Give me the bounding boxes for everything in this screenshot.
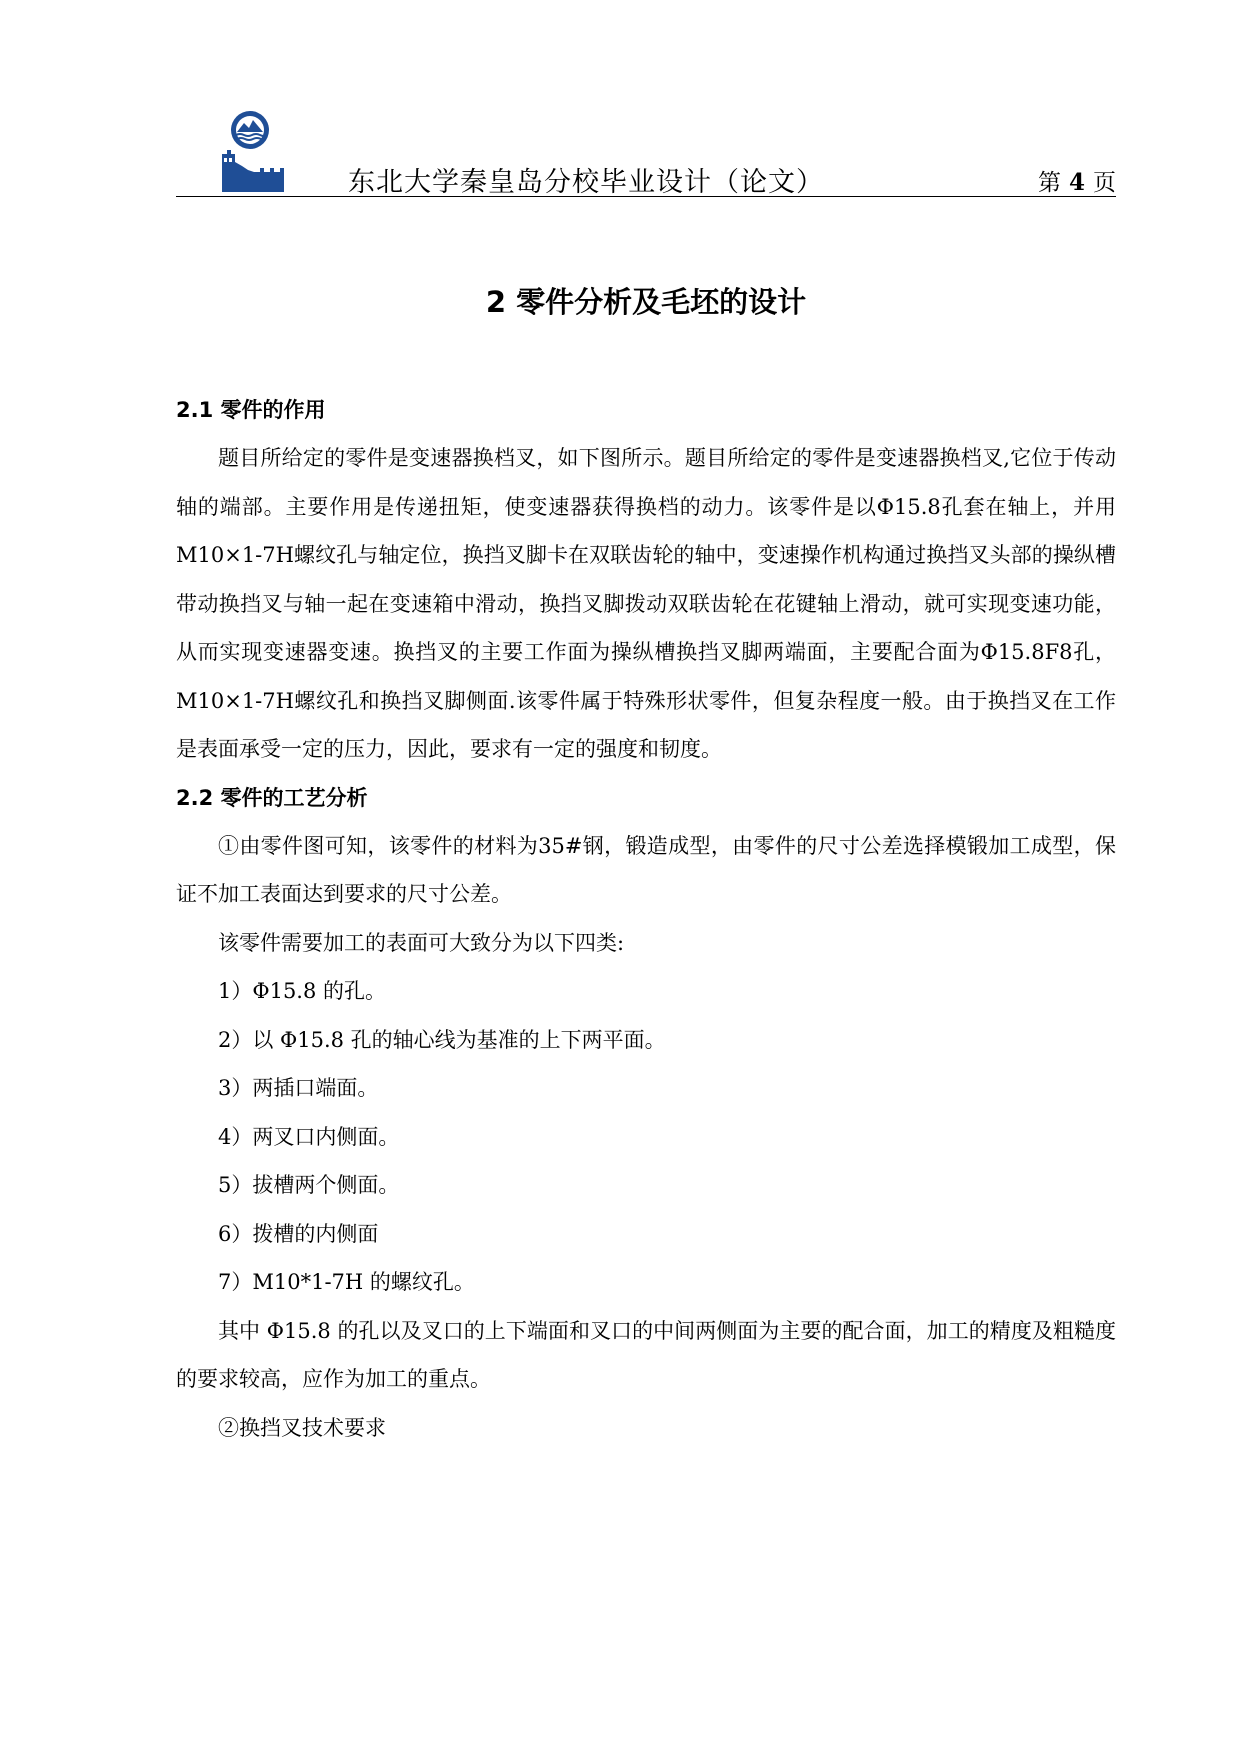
- list-item: 1）Φ15.8 的孔。: [218, 979, 387, 1003]
- chapter-title: 2 零件分析及毛坯的设计: [485, 285, 807, 319]
- page-number: 4: [1068, 169, 1085, 196]
- header-divider: [176, 196, 1116, 197]
- page-header: [176, 108, 1116, 198]
- list-item: 2）以 Φ15.8 孔的轴心线为基准的上下两平面。: [218, 1027, 666, 1052]
- page-content: [176, 270, 1116, 1452]
- list-item: 7）M10*1-7H 的螺纹孔。: [218, 1270, 475, 1294]
- section-2-2-paragraph-1: ①由零件图可知，该零件的材料为35#钢，锻造成型，由零件的尺寸公差选择模锻加工成型，保证不加工表面达到要求的尺寸公差。: [176, 833, 1116, 906]
- section-2-1-paragraph: 题目所给定的零件是变速器换档叉，如下图所示。题目所给定的零件是变速器换档叉,它位于传动轴的端部。主要作用是传递扭矩，使变速器获得换档的动力。该零件是以Φ15.8孔套在轴上，并用M10×1-7H螺纹孔与轴定位，换挡叉脚卡在双联齿轮的轴中，变速操作机构通过换挡叉头部的操纵槽带动换挡叉与轴一起在变速箱中滑动，换挡叉脚拨动双联齿轮在花键轴上滑动，就可实现变速功能，从而实现变速器变速。换挡叉的主要工作面为操纵槽换挡叉脚两端面，主要配合面为Φ15.8F8孔，M10×1-7H螺纹孔和换挡叉脚侧面.该零件属于特殊形状零件，但复杂程度一般。由于换挡叉在工作是表面承受一定的压力，因此，要求有一定的强度和韧度。: [176, 446, 1116, 761]
- section-title-2-1: 2.1 零件的作用: [176, 398, 326, 422]
- section-title-2-2: 2.2 零件的工艺分析: [176, 785, 368, 810]
- list-item: 6）拨槽的内侧面: [218, 1221, 379, 1246]
- header-page-number: [1038, 164, 1116, 197]
- list-item: 3）两插口端面。: [218, 1076, 379, 1100]
- university-logo-icon: [220, 108, 286, 192]
- header-title: 东北大学秦皇岛分校毕业设计（论文）: [348, 167, 824, 198]
- section-2-2-paragraph-2: 其中 Φ15.8 的孔以及叉口的上下端面和叉口的中间两侧面为主要的配合面，加工的精度及粗糙度的要求较高，应作为加工的重点。: [176, 1318, 1116, 1391]
- section-2-2-paragraph-3: ②换挡叉技术要求: [218, 1415, 386, 1440]
- list-item: 5）拔槽两个侧面。: [218, 1173, 400, 1197]
- page-suffix: 页: [1093, 170, 1116, 196]
- page-prefix: 第: [1037, 170, 1061, 196]
- list-item: 4）两叉口内侧面。: [218, 1124, 400, 1149]
- list-intro: 该零件需要加工的表面可大致分为以下四类:: [218, 930, 625, 955]
